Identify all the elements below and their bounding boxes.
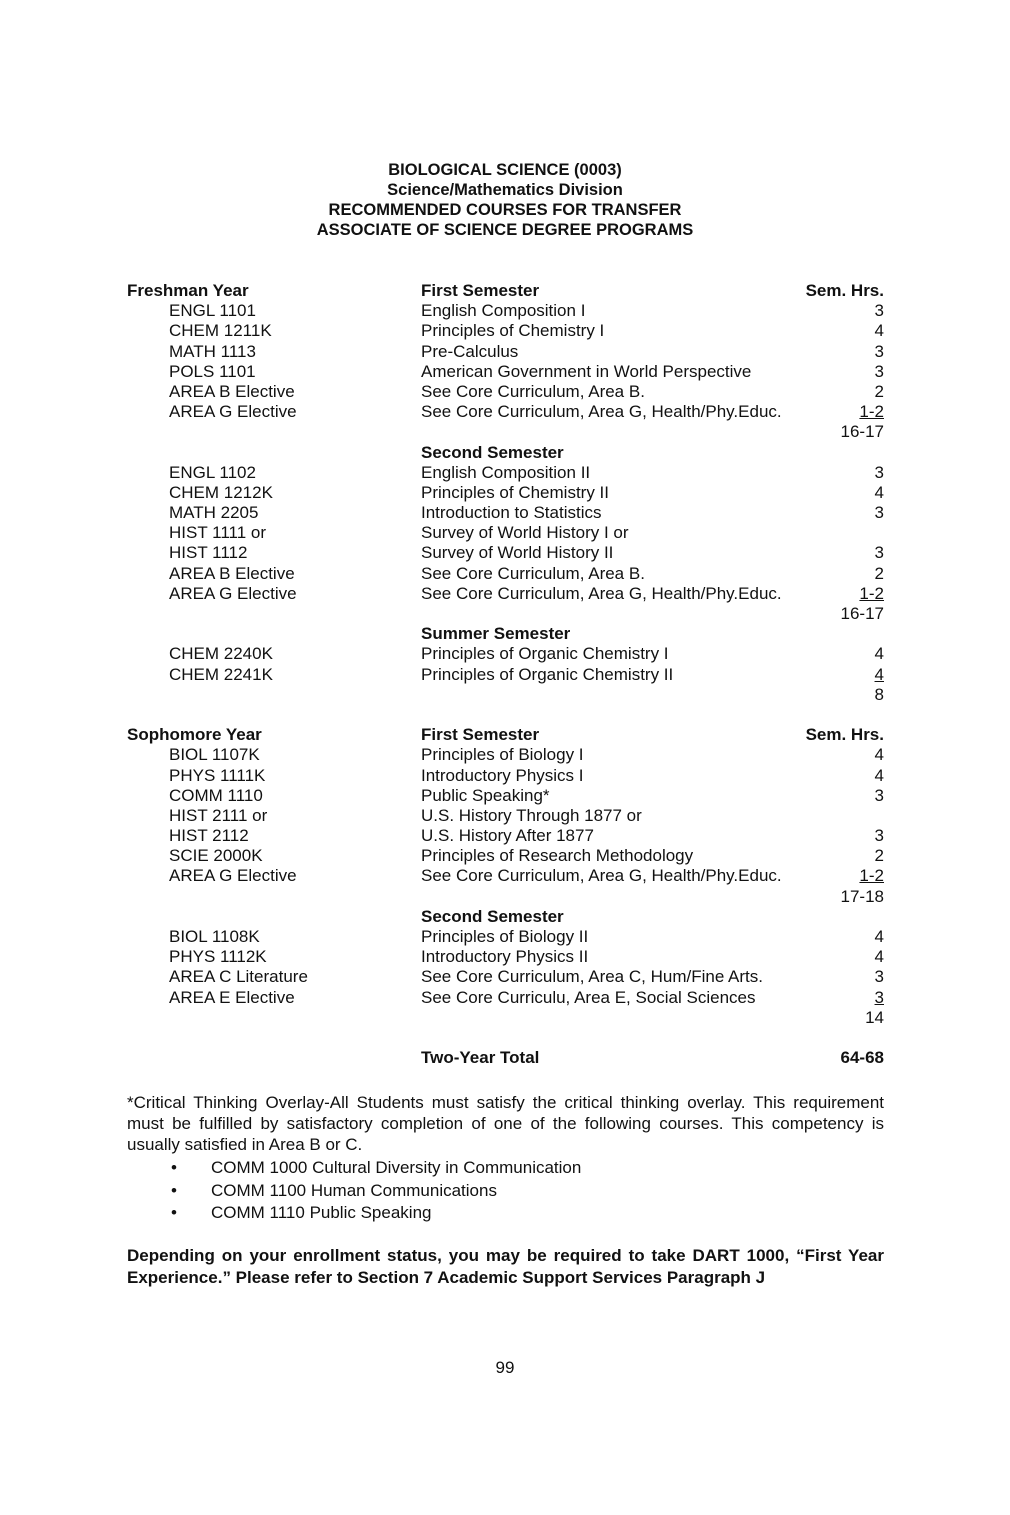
course-hours: 4	[874, 321, 884, 341]
course-name: U.S. History After 1877	[421, 826, 594, 846]
course-code: ENGL 1102	[169, 462, 256, 482]
course-code: AREA E Elective	[169, 987, 295, 1007]
course-row	[127, 342, 884, 362]
page-number: 99	[495, 1358, 515, 1377]
course-code: HIST 1111 or	[169, 523, 267, 543]
course-name: Introductory Physics II	[421, 947, 589, 967]
course-code: MATH 1113	[169, 341, 256, 361]
course-row	[127, 543, 884, 563]
course-row	[127, 463, 884, 483]
course-code: AREA B Elective	[169, 381, 295, 401]
course-hours: 1-2	[859, 402, 884, 422]
course-name: Public Speaking*	[421, 785, 550, 805]
document-header	[0, 160, 1010, 240]
course-code: CHEM 2241K	[169, 664, 273, 684]
semester-total: 16-17	[840, 604, 884, 623]
course-name: Introductory Physics I	[421, 765, 584, 785]
semester-title: Summer Semester	[421, 624, 571, 644]
course-hours: 4	[874, 745, 884, 765]
semester-title: First Semester	[421, 725, 540, 745]
course-hours: 3	[874, 785, 884, 805]
course-name: See Core Curriculum, Area C, Hum/Fine Arts.	[421, 967, 764, 987]
course-name: See Core Curriculum, Area B.	[421, 381, 645, 401]
course-hours: 2	[874, 563, 884, 583]
course-code: SCIE 2000K	[169, 846, 263, 866]
bullet-icon: •	[171, 1158, 177, 1177]
semester-total-row	[127, 685, 884, 705]
course-name: See Core Curriculum, Area G, Health/Phy.Educ.	[421, 402, 782, 422]
course-code: AREA C Literature	[169, 967, 308, 987]
sem-hrs-label: Sem. Hrs.	[805, 281, 884, 300]
course-row	[127, 866, 884, 886]
course-hours: 4	[874, 947, 884, 967]
semester-total: 16-17	[840, 422, 884, 442]
course-hours: 4	[874, 644, 884, 664]
course-row	[127, 826, 884, 846]
course-bullet-list	[127, 1157, 884, 1225]
course-code: CHEM 1212K	[169, 482, 273, 502]
semester-title: First Semester	[421, 281, 540, 300]
program-title: BIOLOGICAL SCIENCE (0003)	[388, 161, 622, 179]
course-hours: 2	[874, 381, 884, 401]
course-name: See Core Curriculu, Area E, Social Sciences	[421, 987, 756, 1007]
course-row	[127, 786, 884, 806]
course-hours: 4	[874, 664, 884, 684]
course-code: COMM 1110	[169, 785, 263, 805]
course-hours: 4	[874, 927, 884, 946]
course-code: POLS 1101	[169, 361, 256, 381]
semester-header-row	[127, 624, 884, 644]
enrollment-notice: Depending on your enrollment status, you may be required to take DART 1000, “First Year Experience.” Please refer to Section 7 Academic Support Services Paragraph J	[127, 1246, 884, 1287]
course-name: Introduction to Statistics	[421, 503, 602, 523]
course-hours: 3	[874, 462, 884, 482]
course-row	[127, 806, 884, 826]
course-name: English Composition I	[421, 301, 586, 321]
bullet-icon: •	[171, 1203, 177, 1222]
semester-header-row	[127, 907, 884, 927]
semester-header-row	[127, 443, 884, 463]
list-item-text: COMM 1100 Human Communications	[211, 1180, 497, 1200]
course-code: AREA B Elective	[169, 563, 295, 583]
course-row	[127, 745, 884, 765]
course-name: Principles of Chemistry II	[421, 482, 609, 502]
course-code: ENGL 1101	[169, 301, 256, 321]
course-hours: 2	[874, 846, 884, 866]
course-name: Principles of Biology I	[421, 745, 584, 765]
division-title: Science/Mathematics Division	[387, 181, 623, 199]
course-code: MATH 2205	[169, 503, 259, 523]
course-name: Principles of Organic Chemistry I	[421, 644, 669, 664]
two-year-total-label: Two-Year Total	[421, 1048, 540, 1068]
course-hours: 1-2	[859, 866, 884, 886]
course-row	[127, 321, 884, 341]
heading-degree: ASSOCIATE OF SCIENCE DEGREE PROGRAMS	[316, 221, 694, 239]
course-row	[127, 402, 884, 422]
course-hours: 3	[874, 503, 884, 523]
two-year-total-row	[127, 1048, 884, 1068]
course-row	[127, 503, 884, 523]
freshman-year-label: Freshman Year	[127, 281, 249, 300]
course-row	[127, 665, 884, 685]
course-name: Pre-Calculus	[421, 341, 519, 361]
semester-total-row	[127, 1008, 884, 1028]
freshman-header-row	[127, 281, 884, 301]
course-row	[127, 846, 884, 866]
course-hours: 3	[874, 341, 884, 361]
course-schedule	[127, 281, 884, 1068]
course-code: HIST 1112	[169, 543, 248, 563]
two-year-total-value: 64-68	[840, 1048, 884, 1068]
critical-thinking-note: *Critical Thinking Overlay-All Students must satisfy the critical thinking overlay. This requirement must be fulfilled by satisfactory completion of one of the following courses. This competency is usually satisfied in Area B or C.	[127, 1093, 884, 1154]
heading-recommended: RECOMMENDED COURSES FOR TRANSFER	[328, 201, 682, 219]
course-row	[127, 564, 884, 584]
course-code: HIST 2111 or	[169, 805, 268, 825]
semester-title: Second Semester	[421, 442, 564, 462]
course-code: PHYS 1112K	[169, 947, 267, 967]
course-hours: 3	[874, 987, 884, 1007]
course-row	[127, 584, 884, 604]
course-row	[127, 483, 884, 503]
course-row	[127, 382, 884, 402]
course-name: Principles of Biology II	[421, 927, 589, 946]
semester-total: 8	[874, 684, 884, 704]
course-name: Survey of World History II	[421, 543, 614, 563]
course-name: English Composition II	[421, 462, 591, 482]
course-code: CHEM 2240K	[169, 644, 273, 664]
semester-total-row	[127, 604, 884, 624]
course-hours: 3	[874, 543, 884, 563]
list-item-text: COMM 1000 Cultural Diversity in Communication	[211, 1158, 582, 1177]
course-name: Principles of Research Methodology	[421, 846, 694, 866]
course-row	[127, 362, 884, 382]
course-hours: 3	[874, 301, 884, 321]
course-row	[127, 967, 884, 987]
sophomore-year-label: Sophomore Year	[127, 725, 262, 745]
course-name: Principles of Organic Chemistry II	[421, 664, 674, 684]
list-item	[127, 1157, 884, 1180]
course-row	[127, 988, 884, 1008]
course-code: CHEM 1211K	[169, 321, 272, 341]
sophomore-header-row	[127, 725, 884, 745]
course-hours: 1-2	[859, 583, 884, 603]
semester-total: 14	[865, 1007, 884, 1027]
course-name: See Core Curriculum, Area G, Health/Phy.Educ.	[421, 583, 782, 603]
course-name: Principles of Chemistry I	[421, 321, 605, 341]
course-code: AREA G Elective	[169, 402, 297, 422]
course-hours: 3	[874, 967, 884, 987]
course-code: PHYS 1111K	[169, 765, 266, 785]
course-name: Survey of World History I or	[421, 523, 629, 543]
course-code: AREA G Elective	[169, 866, 297, 886]
course-hours: 3	[874, 826, 884, 846]
course-row	[127, 766, 884, 786]
course-row	[127, 644, 884, 664]
course-code: BIOL 1107K	[169, 745, 260, 765]
bullet-icon: •	[171, 1180, 177, 1200]
course-row	[127, 927, 884, 947]
list-item	[127, 1202, 884, 1225]
list-item	[127, 1180, 884, 1203]
course-hours: 3	[874, 361, 884, 381]
course-row	[127, 947, 884, 967]
semester-total-row	[127, 887, 884, 907]
course-code: BIOL 1108K	[169, 927, 260, 946]
course-row	[127, 301, 884, 321]
course-code: HIST 2112	[169, 826, 249, 846]
course-row	[127, 523, 884, 543]
course-name: American Government in World Perspective	[421, 361, 752, 381]
course-name: See Core Curriculum, Area G, Health/Phy.Educ.	[421, 866, 782, 886]
semester-total-row	[127, 422, 884, 442]
course-name: See Core Curriculum, Area B.	[421, 563, 645, 583]
sem-hrs-label: Sem. Hrs.	[805, 725, 884, 745]
course-name: U.S. History Through 1877 or	[421, 805, 642, 825]
course-hours: 4	[874, 482, 884, 502]
course-code: AREA G Elective	[169, 583, 297, 603]
course-hours: 4	[874, 765, 884, 785]
semester-title: Second Semester	[421, 906, 564, 926]
list-item-text: COMM 1110 Public Speaking	[211, 1203, 432, 1222]
semester-total: 17-18	[840, 886, 884, 906]
